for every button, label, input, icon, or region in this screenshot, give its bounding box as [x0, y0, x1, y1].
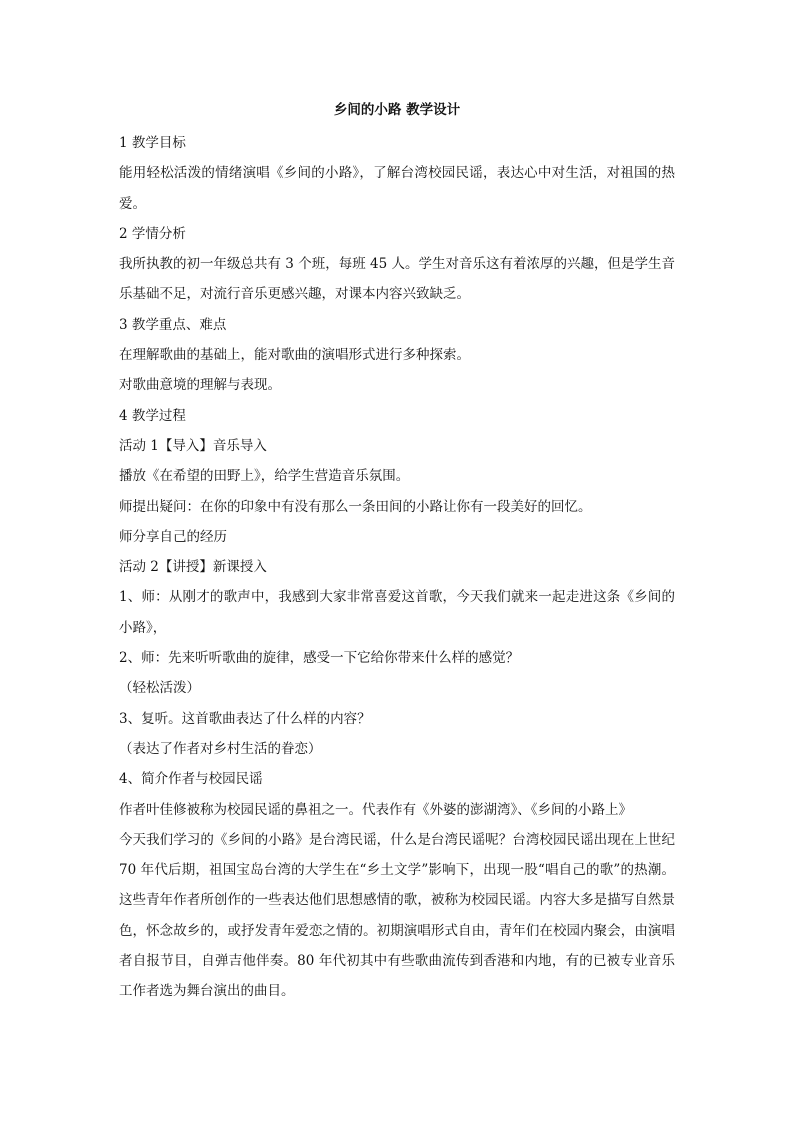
activity-2-step-1: 1、师：从刚才的歌声中，我感到大家非常喜爱这首歌，今天我们就来一起走进这条《乡间的小路》， [119, 589, 675, 636]
heading-teaching-goals: 1 教学目标 [119, 135, 186, 151]
paragraph-key-point-1: 在理解歌曲的基础上，能对歌曲的演唱形式进行多种探索。 [119, 347, 470, 364]
heading-key-points: 3 教学重点、难点 [119, 316, 227, 333]
activity-1-step-2: 师提出疑问：在你的印象中有没有那么一条田间的小路让你有一段美好的回忆。 [119, 498, 592, 515]
activity-2-step-4: 4、简介作者与校园民谣 [119, 771, 263, 788]
heading-student-analysis: 2 学情分析 [119, 225, 186, 242]
activity-2-heading: 活动 2【讲授】新课授入 [119, 559, 267, 576]
activity-2-step-2: 2、师：先来听听歌曲的旋律，感受一下它给你带来什么样的感觉？ [119, 650, 520, 667]
campus-folk-intro: 今天我们学习的《乡间的小路》是台湾民谣，什么是台湾民谣呢？台湾校园民谣出现在上世纪 70 年代后期，祖国宝岛台湾的大学生在“乡土文学”影响下，出现一股“唱自己的歌”的热潮。这些青年作者所创作的一些表达他们思想感情的歌，被称为校园民谣。内容大多是描写自然景色，怀念故乡的，或抒发青年爱恋之情的。初期演唱形式自由，青年们在校园内聚会，由演唱者自报节目，自弹吉他伴奏。80 年代初其中有些歌曲流传到香港和内地，有的已被专业音乐工作者选为舞台演出的曲目。 [119, 831, 680, 1000]
document-title: 乡间的小路 教学设计 [333, 102, 461, 118]
activity-1-step-3: 师分享自己的经历 [119, 528, 227, 545]
activity-2-step-3: 3、复听。这首歌曲表达了什么样的内容？ [119, 710, 371, 727]
paragraph-key-point-2: 对歌曲意境的理解与表现。 [119, 377, 281, 394]
paragraph-goals: 能用轻松活泼的情绪演唱《乡间的小路》，了解台湾校园民谣，表达心中对生活，对祖国的热爱。 [119, 165, 675, 212]
activity-1-step-1: 播放《在希望的田野上》，给学生营造音乐氛围。 [119, 468, 410, 485]
activity-1-heading: 活动 1【导入】音乐导入 [119, 437, 267, 454]
author-intro: 作者叶佳修被称为校园民谣的鼻祖之一。代表作有《外婆的澎湖湾》、《乡间的小路上》 [119, 801, 632, 818]
activity-2-answer-2: （表达了作者对乡村生活的眷恋） [119, 740, 322, 757]
activity-2-answer-1: （轻松活泼） [119, 680, 200, 697]
document-body [119, 100, 680, 1007]
paragraph-student-analysis: 我所执教的初一年级总共有 3 个班，每班 45 人。学生对音乐这有着浓厚的兴趣，但是学生音乐基础不足，对流行音乐更感兴趣，对课本内容兴致缺乏。 [119, 256, 675, 303]
heading-teaching-process: 4 教学过程 [119, 407, 186, 424]
